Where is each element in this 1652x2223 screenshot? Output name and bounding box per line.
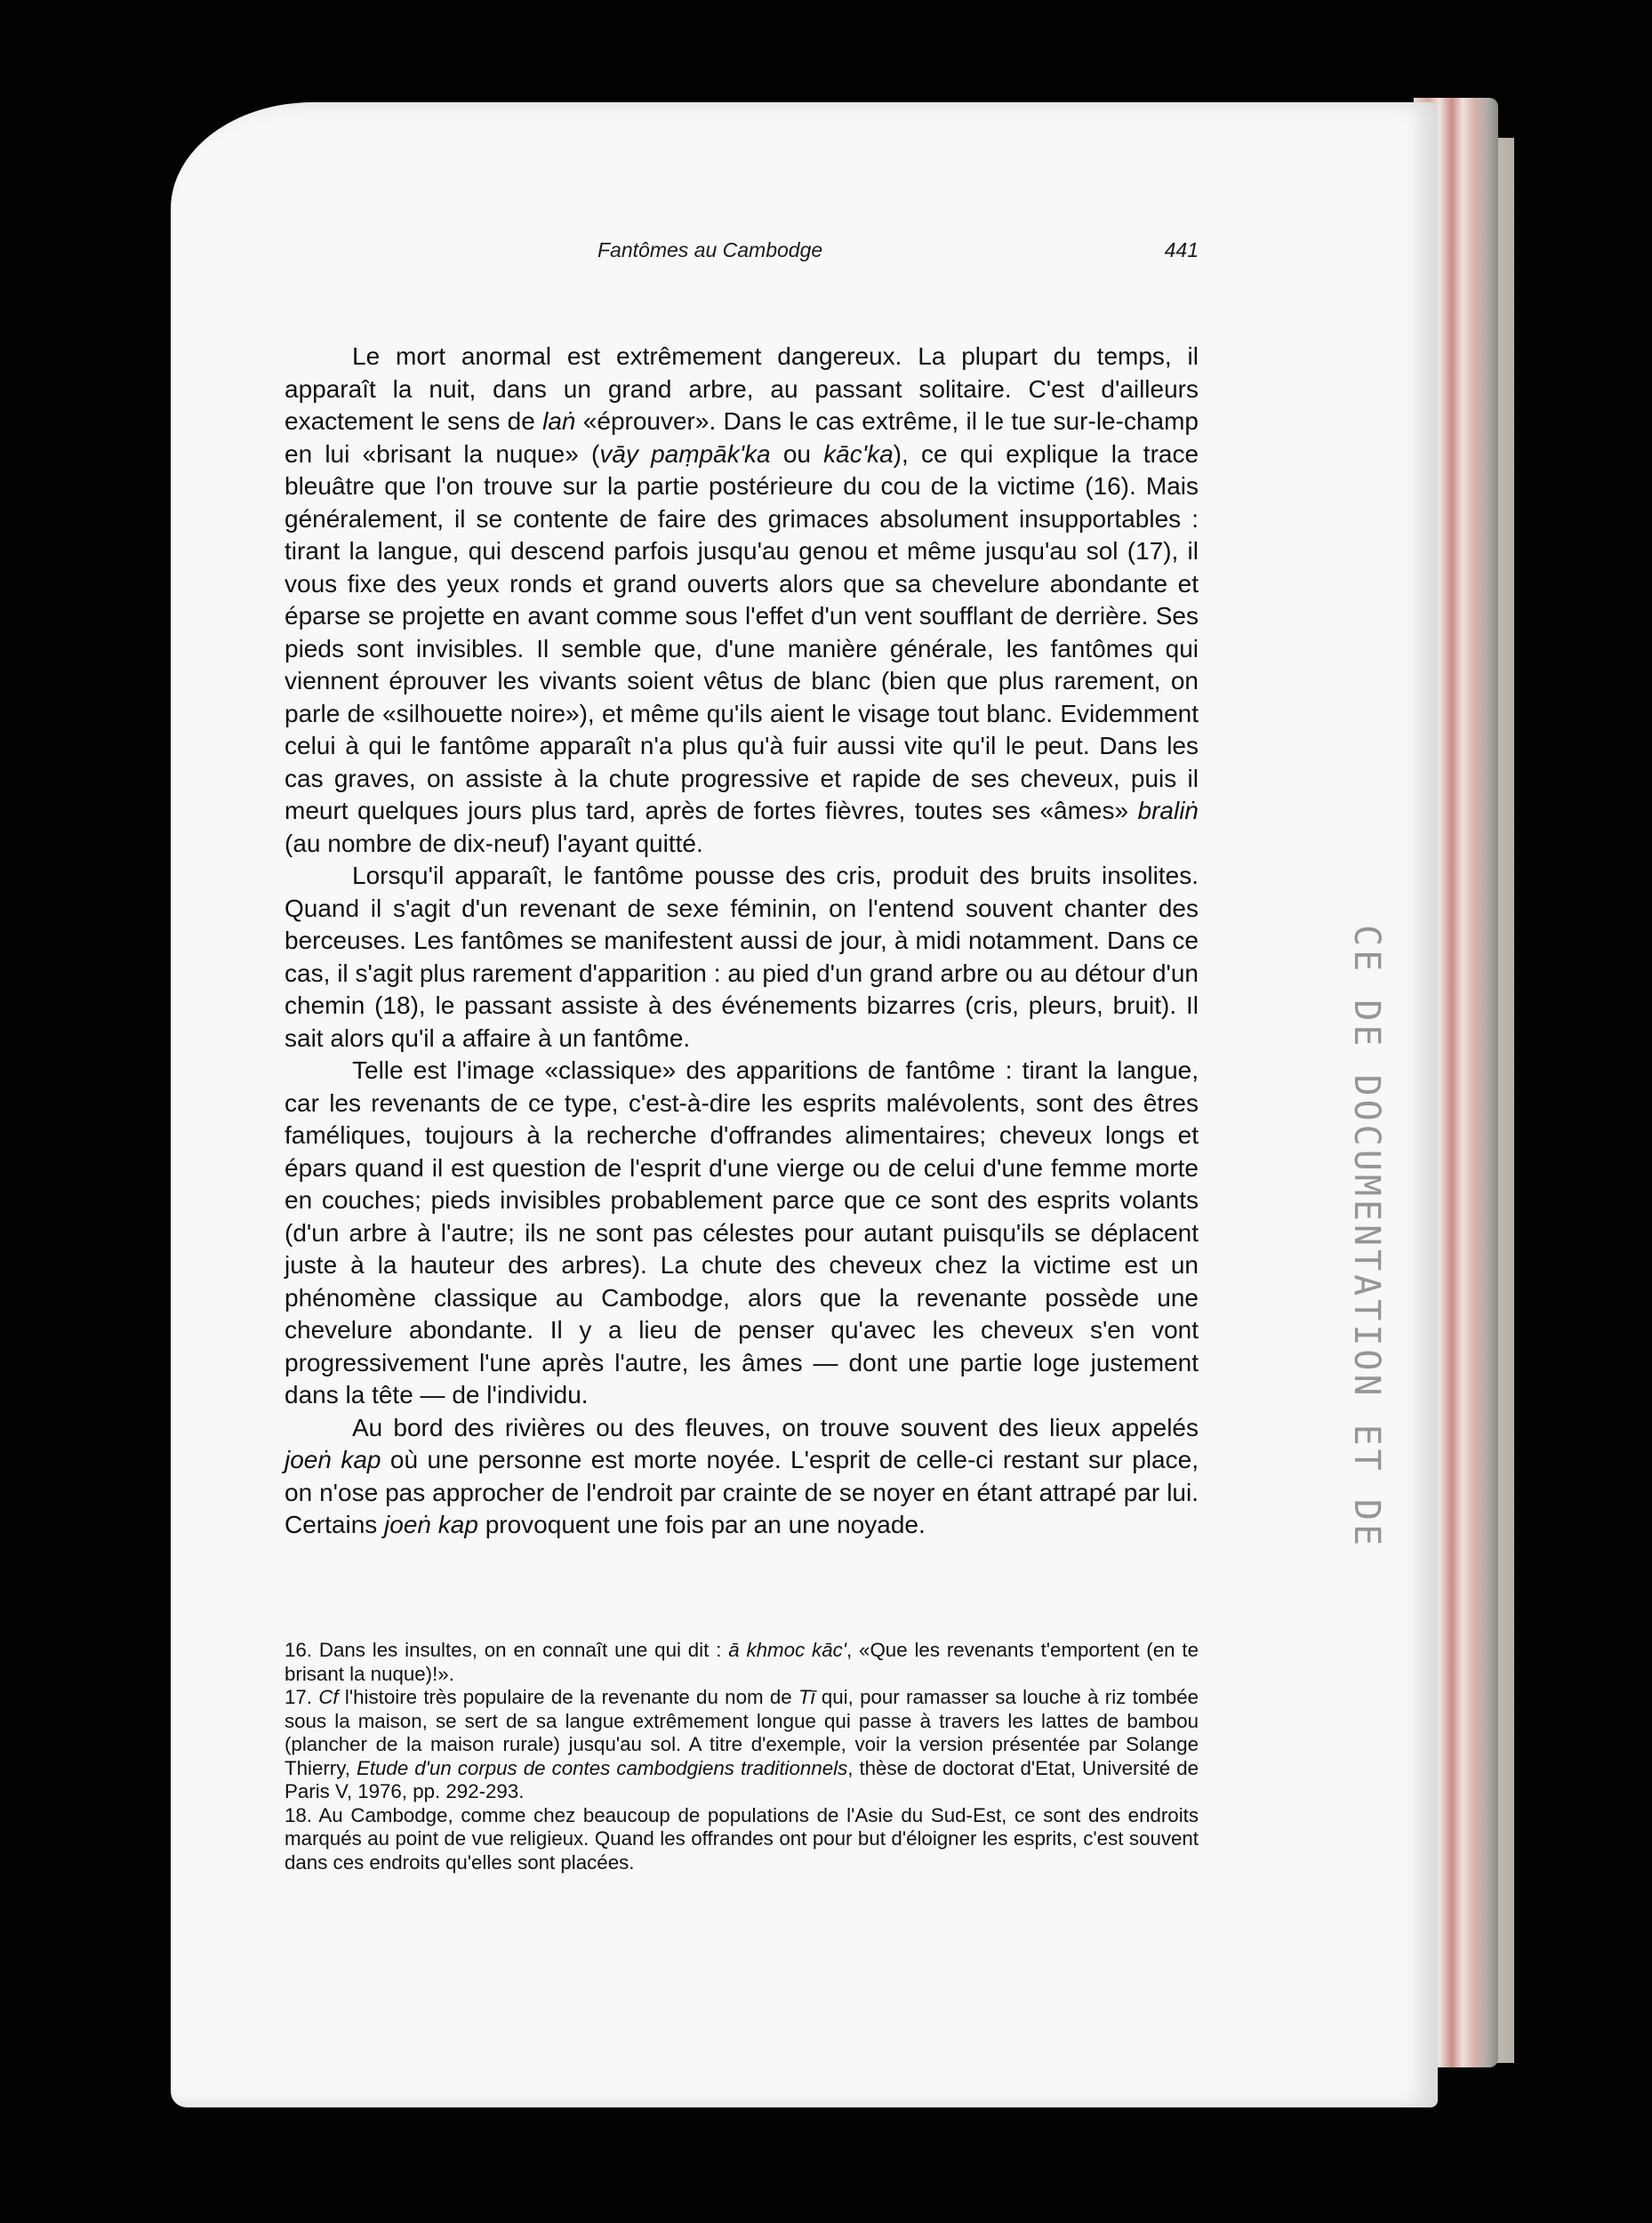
- edge-stamp: CE DE DOCUMENTATION ET DE: [1346, 925, 1387, 1550]
- italic-term: joeṅ kap: [285, 1446, 381, 1473]
- paragraph: Au bord des rivières ou des fleuves, on trouve souvent des lieux appelés joeṅ kap où une personne est morte noyée. L'esprit de celle-ci restant sur place, on n'ose pas approcher de l'endroit par crainte de se noyer en étant attrapé par lui. Certains joeṅ kap provoquent une fois par an une noyade.: [285, 1413, 1199, 1538]
- italic-term: Cf: [318, 1686, 339, 1708]
- page-header: [285, 238, 1199, 274]
- paragraph: Le mort anormal est extrêmement dangereux. La plupart du temps, il apparaît la nuit, dans un grand arbre, au passant solitaire. C'est d'ailleurs exactement le sens de laṅ «éprouver». Dans le cas extrême, il le tue sur-le-champ en lui «brisant la nuque» (vāy paṃpāk'ka ou kāc'ka), ce qui explique la trace bleuâtre que l'on trouve sur la partie postérieure du cou de la victime (16). Mais généralement, il se contente de faire des grimaces absolument insupportables : tirant la langue, qui descend parfois jusqu'au genou et même jusqu'au sol (17), il vous fixe des yeux ronds et grand ouverts alors que sa chevelure abondante et éparse se projette en avant comme sous l'effet d'un vent soufflant de derrière. Ses pieds sont invisibles. Il semble que, d'une manière générale, les fantômes qui viennent éprouver les vivants soient vêtus de blanc (bien que plus rarement, on parle de «silhouette noire»), et même qu'ils aient le visage tout blanc. Evidemment celui à qui le fantôme apparaît n'a plus qu'à fuir aussi vite qu'il le peut. Dans les cas graves, on assiste à la chute progressive et rapide de ses cheveux, puis il meurt quelques jours plus tard, après de fortes fièvres, toutes ses «âmes» braliṅ (au nombre de dix-neuf) l'ayant quitté.: [285, 342, 1199, 857]
- footnotes: [285, 1639, 1199, 1874]
- footnote-17: 17. Cf l'histoire très populaire de la revenante du nom de Tī qui, pour ramasser sa louche à riz tombée sous la maison, se sert de sa langue extrêmement longue qui passe à travers les lattes de bambou (plancher de la maison rurale) jusqu'au sol. A titre d'exemple, voir la version présentée par Solange Thierry, Etude d'un corpus de contes cambodgiens traditionnels, thèse de doctorat d'Etat, Université de Paris V, 1976, pp. 292-293.: [285, 1686, 1199, 1802]
- italic-term: Tī: [798, 1686, 815, 1708]
- running-title: Fantômes au Cambodge: [597, 238, 823, 261]
- italic-term: vāy paṃpāk'ka: [599, 439, 771, 468]
- italic-term: laṅ: [542, 407, 576, 435]
- footnote-16: 16. Dans les insultes, on en connaît une qui dit : ā khmoc kāc', «Que les revenants t'emportent (en te brisant la nuque)!».: [285, 1639, 1199, 1685]
- paragraph: Lorsqu'il apparaît, le fantôme pousse des cris, produit des bruits insolites. Quand il s'agit d'un revenant de sexe féminin, on l'entend souvent chanter des berceuses. Les fantômes se manifestent aussi de jour, à midi notamment. Dans ce cas, il s'agit plus rarement d'apparition : au pied d'un grand arbre ou au détour d'un chemin (18), le passant assiste à des événements bizarres (cris, pleurs, bruit). Il sait alors qu'il a affaire à un fantôme.: [285, 862, 1199, 1052]
- italic-term: Etude d'un corpus de contes cambodgiens traditionnels: [356, 1756, 848, 1779]
- paragraph: Telle est l'image «classique» des apparitions de fantôme : tirant la langue, car les revenants de ce type, c'est-à-dire les esprits malévolents, sont des êtres faméliques, toujours à la recherche d'offrandes alimentaires; cheveux longs et épars quand il est question de l'esprit d'une vierge ou de celui d'une femme morte en couches; pieds invisibles probablement parce que ce sont des esprits volants (d'un arbre à l'autre; ils ne sont pas célestes pour autant puisqu'ils se déplacent juste à la hauteur des arbres). La chute des cheveux chez la victime est un phénomène classique au Cambodge, alors que la revenante possède une chevelure abondante. Il y a lieu de penser qu'avec les cheveux s'en vont progressivement l'une après l'autre, les âmes — dont une partie loge justement dans la tête — de l'individu.: [285, 1056, 1199, 1408]
- footnote-18: 18. Au Cambodge, comme chez beaucoup de populations de l'Asie du Sud-Est, ce sont des endroits marqués au point de vue religieux. Quand les offrandes ont pour but d'éloigner les esprits, c'est souvent dans ces endroits qu'elles sont placées.: [285, 1803, 1199, 1874]
- italic-term: ā khmoc kāc': [728, 1639, 846, 1661]
- italic-term: braliṅ: [1137, 797, 1199, 824]
- main-text: [285, 341, 1199, 1542]
- italic-term: joeṅ kap: [384, 1511, 478, 1538]
- page-number: 441: [1164, 238, 1199, 261]
- italic-term: kāc'ka: [823, 439, 894, 468]
